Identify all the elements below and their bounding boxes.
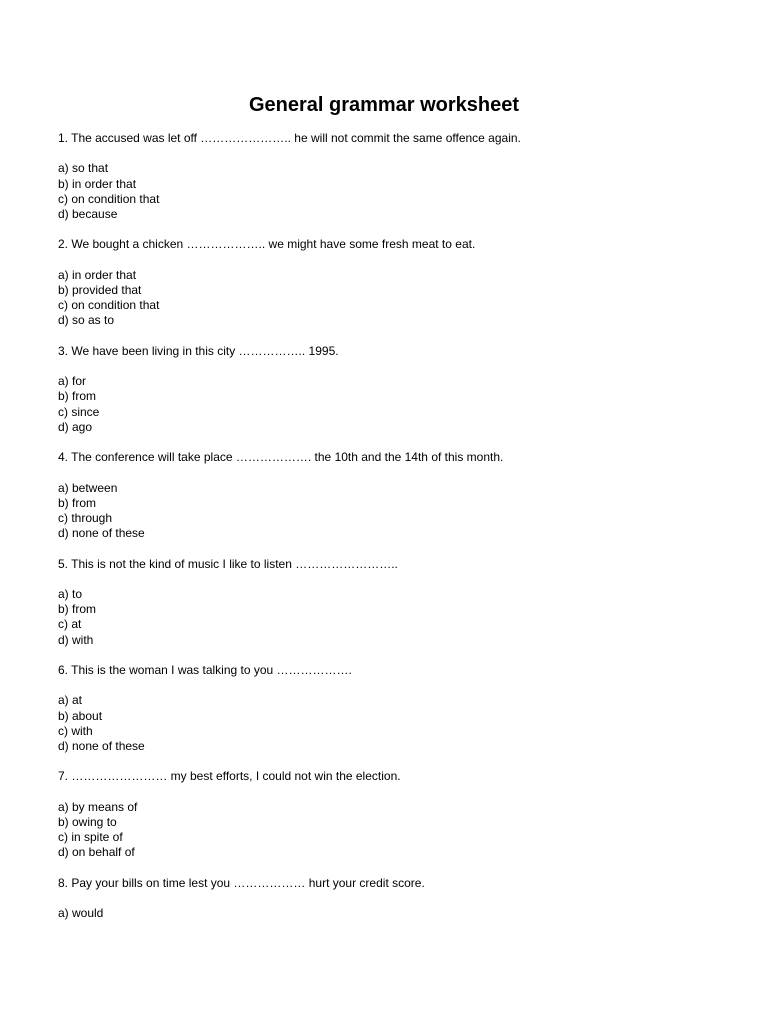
option-list <box>58 587 738 648</box>
option-c: c) on condition that <box>58 191 160 206</box>
option-list <box>58 481 738 542</box>
question-text: 5. This is not the kind of music I like to listen …………………….. <box>58 556 398 571</box>
question-text: 1. The accused was let off ………………….. he will not commit the same offence again. <box>58 131 521 145</box>
option-d: d) none of these <box>58 738 145 753</box>
option-d: d) because <box>58 207 118 221</box>
question-text: 2. We bought a chicken ……………….. we might have some fresh meat to eat. <box>58 237 476 252</box>
question-text: 8. Pay your bills on time lest you ……………… hurt your credit score. <box>58 875 425 890</box>
option-a: a) so that <box>58 161 109 176</box>
option-a: a) for <box>58 374 87 389</box>
question-8 <box>58 876 738 922</box>
option-list <box>58 906 738 921</box>
option-b: b) from <box>58 389 97 404</box>
question-3 <box>58 344 738 435</box>
option-a: a) by means of <box>58 799 138 814</box>
question-6 <box>58 663 738 754</box>
option-d: d) ago <box>58 419 93 434</box>
option-d: d) so as to <box>58 313 115 328</box>
option-list <box>58 374 738 435</box>
question-7 <box>58 769 738 860</box>
question-2 <box>58 237 738 328</box>
option-list <box>58 268 738 329</box>
option-c: c) since <box>58 404 100 419</box>
question-text: 4. The conference will take place ………………. the 10th and the 14th of this month. <box>58 450 504 465</box>
option-b: b) about <box>58 708 103 723</box>
page-title: General grammar worksheet <box>248 94 520 116</box>
question-text: 3. We have been living in this city …………….. 1995. <box>58 343 339 358</box>
question-text: 7. …………………… my best efforts, I could not win the election. <box>58 769 401 784</box>
option-a: a) between <box>58 480 118 495</box>
option-a: a) in order that <box>58 267 137 282</box>
option-a: a) at <box>58 693 83 708</box>
question-4 <box>58 450 738 541</box>
question-5 <box>58 557 738 648</box>
option-b: b) in order that <box>58 176 137 191</box>
option-list <box>58 161 738 222</box>
question-1 <box>58 131 738 222</box>
option-c: c) through <box>58 510 113 525</box>
option-b: b) provided that <box>58 282 142 297</box>
option-d: d) with <box>58 632 94 647</box>
question-list <box>58 131 738 937</box>
option-b: b) owing to <box>58 814 117 829</box>
option-c: c) with <box>58 723 93 738</box>
option-a: a) would <box>58 906 104 921</box>
option-c: c) in spite of <box>58 830 123 845</box>
option-list <box>58 800 738 861</box>
option-c: c) on condition that <box>58 298 160 313</box>
option-b: b) from <box>58 602 97 617</box>
question-text: 6. This is the woman I was talking to you ………………. <box>58 662 352 677</box>
option-a: a) to <box>58 586 83 601</box>
option-d: d) on behalf of <box>58 845 135 860</box>
option-list <box>58 693 738 754</box>
option-d: d) none of these <box>58 526 145 541</box>
option-b: b) from <box>58 495 97 510</box>
option-c: c) at <box>58 617 82 632</box>
